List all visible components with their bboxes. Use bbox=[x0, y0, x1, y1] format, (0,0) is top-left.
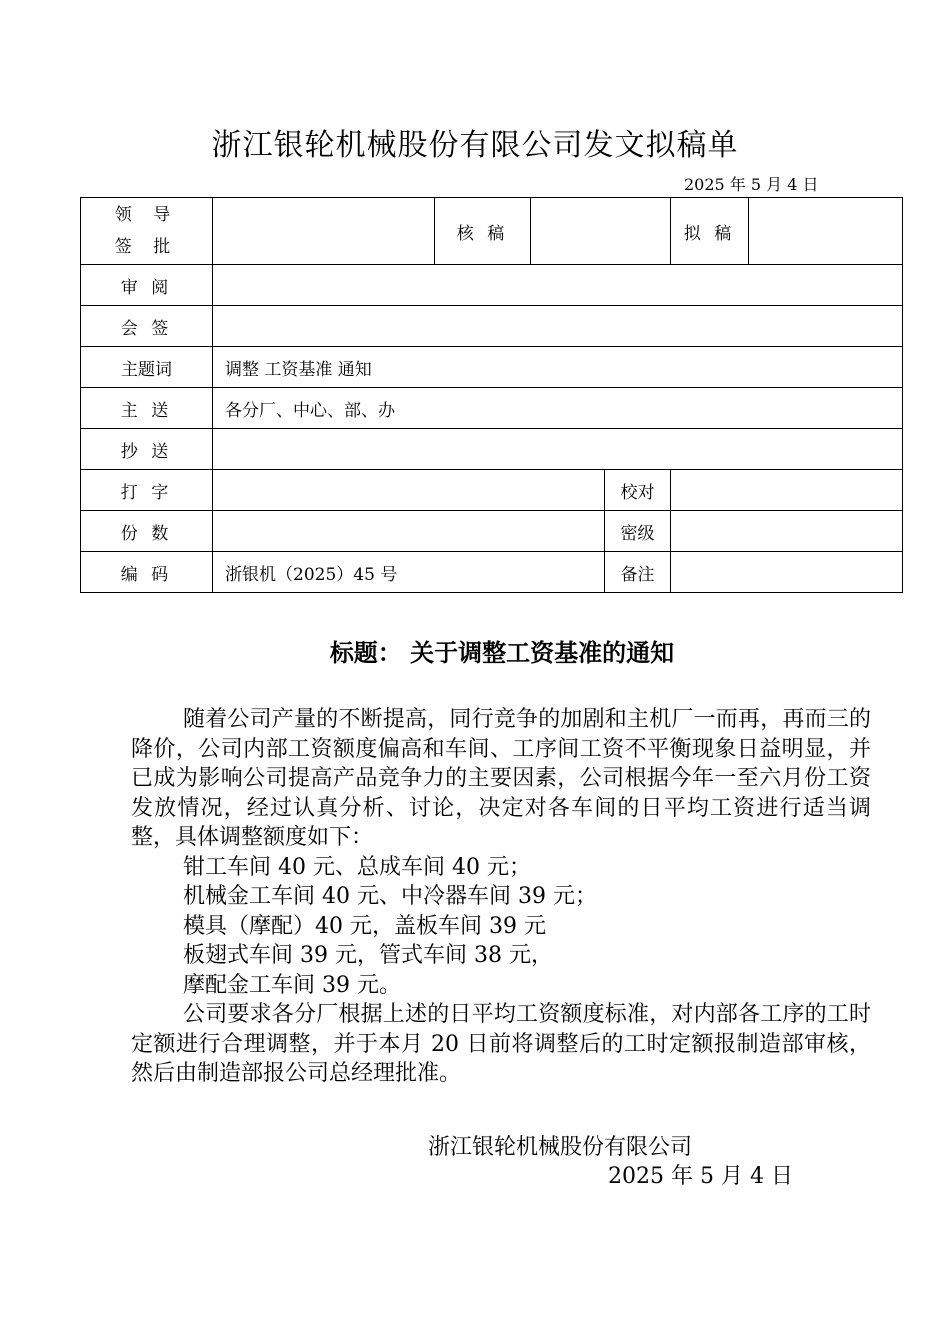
typing-field[interactable] bbox=[213, 470, 605, 511]
list-item: 摩配金工车间 39 元。 bbox=[183, 972, 401, 998]
table-row bbox=[81, 511, 903, 552]
review-label: 审 阅 bbox=[81, 265, 213, 306]
countersign-field[interactable] bbox=[213, 306, 903, 347]
copies-field[interactable] bbox=[213, 511, 605, 552]
code-field[interactable]: 浙银机（2025）45 号 bbox=[213, 552, 605, 593]
remarks-label: 备注 bbox=[605, 552, 671, 593]
signature-date: 2025 年 5 月 4 日 bbox=[608, 1164, 793, 1189]
secrecy-field[interactable] bbox=[671, 511, 903, 552]
signature-company: 浙江银轮机械股份有限公司 bbox=[428, 1135, 693, 1160]
leader-approval-label: 领 导 签 批 bbox=[81, 198, 213, 265]
cc-label: 抄 送 bbox=[81, 429, 213, 470]
draft-form-table bbox=[80, 197, 903, 593]
table-row bbox=[81, 265, 903, 306]
review-draft-field[interactable] bbox=[531, 198, 671, 265]
table-row bbox=[81, 429, 903, 470]
code-label: 编 码 bbox=[81, 552, 213, 593]
keywords-label: 主题词 bbox=[81, 347, 213, 388]
list-item: 板翅式车间 39 元，管式车间 38 元， bbox=[183, 943, 553, 968]
list-item: 机械金工车间 40 元、中冷器车间 39 元； bbox=[183, 884, 597, 909]
table-row bbox=[81, 552, 903, 593]
copies-label: 份 数 bbox=[81, 511, 213, 552]
draft-field[interactable] bbox=[749, 198, 903, 265]
typing-label: 打 字 bbox=[81, 470, 213, 511]
draft-label: 拟 稿 bbox=[671, 198, 749, 265]
leader-approval-field[interactable] bbox=[213, 198, 435, 265]
review-field[interactable] bbox=[213, 265, 903, 306]
review-draft-label: 核 稿 bbox=[435, 198, 531, 265]
remarks-field[interactable] bbox=[671, 552, 903, 593]
table-row bbox=[81, 198, 903, 265]
countersign-label: 会 签 bbox=[81, 306, 213, 347]
table-row bbox=[81, 388, 903, 429]
form-date: 2025 年 5 月 4 日 bbox=[684, 175, 819, 194]
proofread-field[interactable] bbox=[671, 470, 903, 511]
send-to-label: 主 送 bbox=[81, 388, 213, 429]
table-row bbox=[81, 347, 903, 388]
list-item: 模具（摩配）40 元，盖板车间 39 元 bbox=[183, 913, 546, 939]
document-subject: 标题： 关于调整工资基准的通知 bbox=[329, 638, 675, 667]
proofread-label: 校对 bbox=[605, 470, 671, 511]
cc-field[interactable] bbox=[213, 429, 903, 470]
body-paragraph-2: 公司要求各分厂根据上述的日平均工资额度标准，对内部各工序的工时定额进行合理调整，并于本月 20 日前将调整后的工时定额报制造部审核，然后由制造部报公司总经理批准。 bbox=[131, 1002, 871, 1086]
table-row bbox=[81, 470, 903, 511]
body-paragraph-1: 随着公司产量的不断提高，同行竞争的加剧和主机厂一而再，再而三的降价，公司内部工资额度偏高和车间、工序间工资不平衡现象日益明显，并已成为影响公司提高产品竞争力的主要因素，公司根据今年一至六月份工资发放情况，经过认真分析、讨论，决定对各车间的日平均工资进行适当调整，具体调整额度如下： bbox=[131, 707, 871, 850]
table-row bbox=[81, 306, 903, 347]
form-title: 浙江银轮机械股份有限公司发文拟稿单 bbox=[211, 128, 739, 163]
list-item: 钳工车间 40 元、总成车间 40 元； bbox=[183, 854, 531, 880]
keywords-field[interactable]: 调整 工资基准 通知 bbox=[213, 347, 903, 388]
secrecy-label: 密级 bbox=[605, 511, 671, 552]
document-body bbox=[131, 705, 871, 1089]
send-to-field[interactable]: 各分厂、中心、部、办 bbox=[213, 388, 903, 429]
